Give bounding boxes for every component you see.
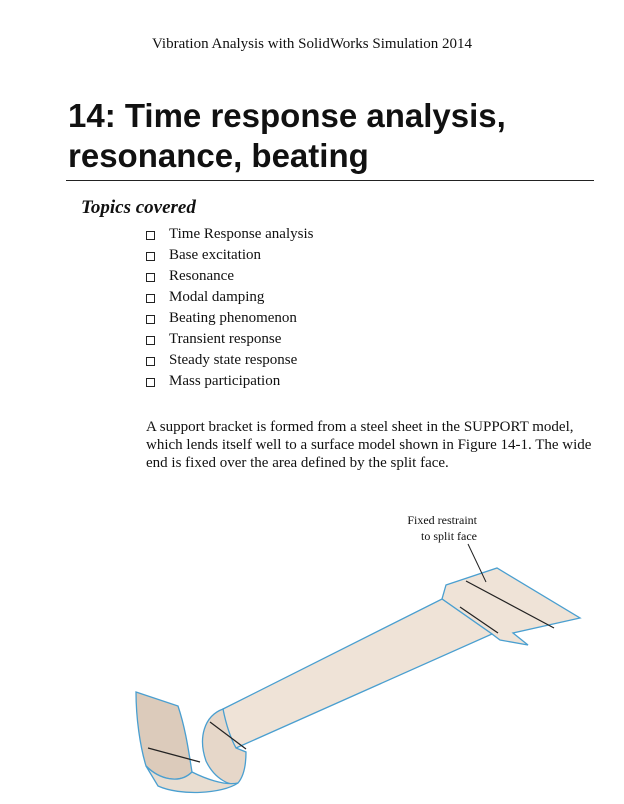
callout-line-1: Fixed restraint [407,513,477,527]
topics-list [146,226,313,394]
hollow-square-bullet-icon [146,336,155,345]
hollow-square-bullet-icon [146,273,155,282]
topic-label: Resonance [169,268,234,284]
topic-label: Base excitation [169,247,262,263]
intro-paragraph: A support bracket is formed from a steel sheet in the SUPPORT model, which lends itself well to a surface model shown in Figure 14-1. The wide end is fixed over the area defined by the split face. [146,419,592,471]
topic-item [146,310,313,331]
running-header: Vibration Analysis with SolidWorks Simulation 2014 [152,36,472,52]
topic-item [146,373,313,394]
chapter-title: 14: Time response analysis, resonance, beating [68,97,506,174]
callout-line-2: to split face [421,529,477,543]
topic-label: Mass participation [169,373,281,389]
topic-item [146,352,313,373]
hollow-square-bullet-icon [146,252,155,261]
topic-item [146,247,313,268]
topic-item [146,268,313,289]
title-divider [66,180,594,181]
topic-item [146,331,313,352]
bracket-strip [223,599,492,748]
hollow-square-bullet-icon [146,294,155,303]
topic-label: Transient response [169,331,282,347]
hollow-square-bullet-icon [146,231,155,240]
topic-item [146,226,313,247]
hollow-square-bullet-icon [146,378,155,387]
topics-heading: Topics covered [81,197,196,218]
topic-label: Time Response analysis [169,226,314,242]
topic-label: Modal damping [169,289,265,305]
hollow-square-bullet-icon [146,315,155,324]
support-bracket-figure [120,540,600,804]
hollow-square-bullet-icon [146,357,155,366]
topic-label: Steady state response [169,352,298,368]
topic-item [146,289,313,310]
hook-back-wall [136,692,192,779]
topic-label: Beating phenomenon [169,310,297,326]
